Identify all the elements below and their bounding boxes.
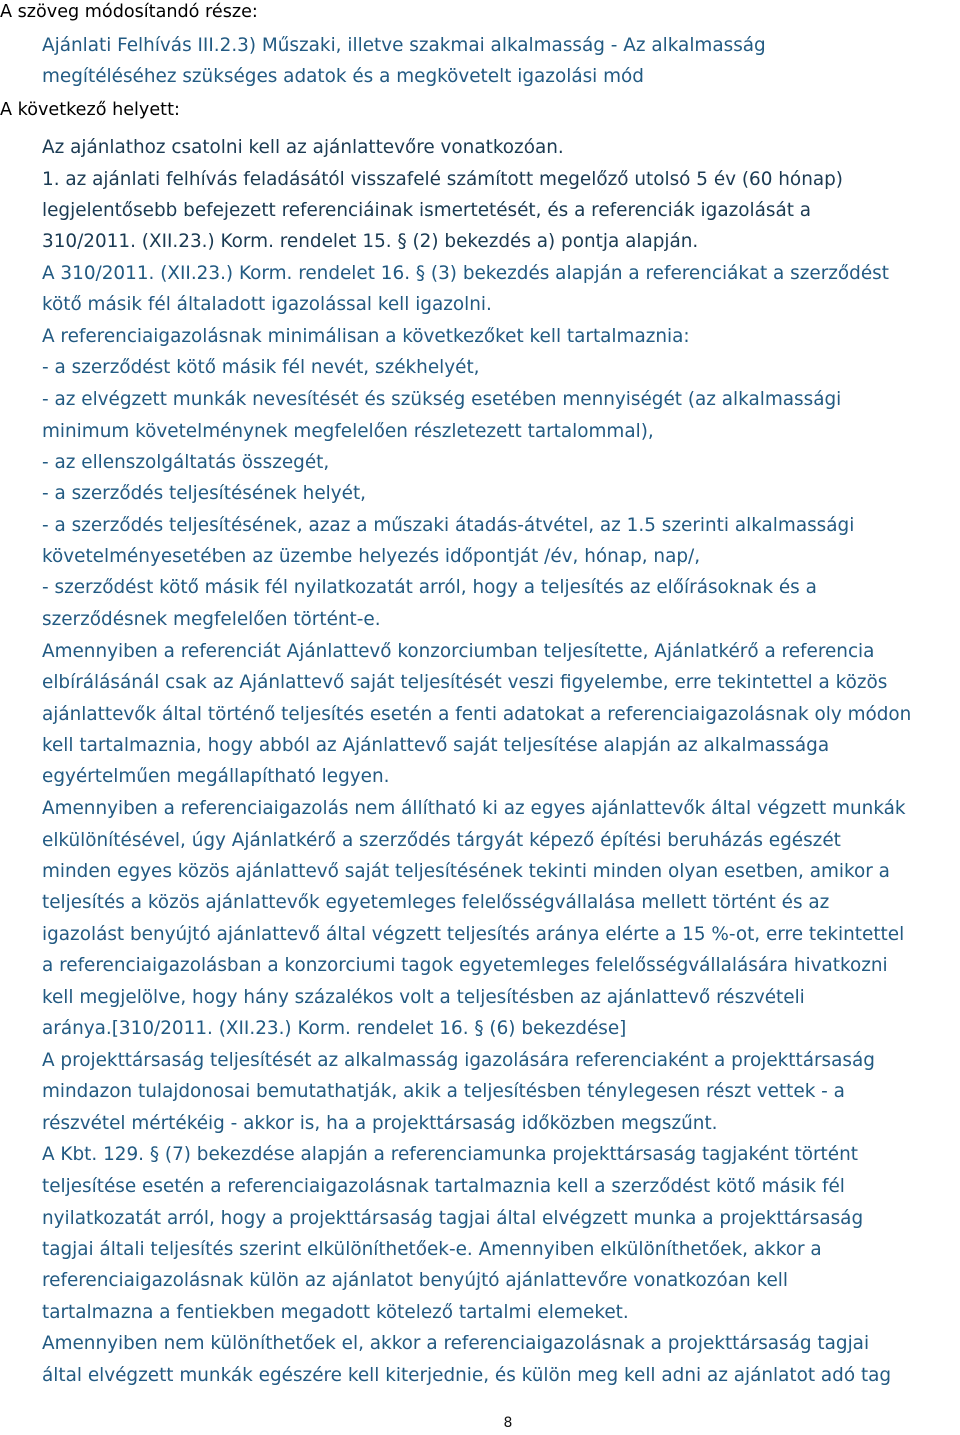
body-line: tagjai általi teljesítés szerint elkülöníthetőek-e. Amennyiben elkülöníthetőek, akkor a	[42, 1239, 822, 1260]
original-text-line: Ajánlati Felhívás III.2.3) Műszaki, illetve szakmai alkalmasság - Az alkalmasság	[42, 35, 766, 56]
body-line: által elvégzett munkák egészére kell kiterjednie, és külön meg kell adni az ajánlatot adó tag	[42, 1365, 892, 1386]
body-line: ajánlattevők által történő teljesítés esetén a fenti adatokat a referenciaigazolásnak oly módon	[42, 704, 912, 725]
heading-replacement-label: A következő helyett:	[0, 100, 180, 120]
body-line: - a szerződés teljesítésének, azaz a műszaki átadás-átvétel, az 1.5 szerinti alkalmassági	[42, 515, 855, 536]
body-line: 1. az ajánlati felhívás feladásától visszafelé számított megelőző utolsó 5 év (60 hónap)	[42, 169, 843, 190]
body-line: teljesítés a közös ajánlattevők egyetemleges felelősségvállalása mellett történt és az	[42, 892, 830, 913]
original-text-line: megítéléséhez szükséges adatok és a megkövetelt igazolási mód	[42, 66, 644, 87]
page-number: 8	[503, 1415, 513, 1431]
body-line: A Kbt. 129. § (7) bekezdése alapján a referenciamunka projekttársaság tagjaként történt	[42, 1144, 858, 1165]
body-line: elkülönítésével, úgy Ajánlatkérő a szerződés tárgyát képező építési beruházás egészét	[42, 830, 841, 851]
body-line: A referenciaigazolásnak minimálisan a következőket kell tartalmaznia:	[42, 326, 690, 347]
body-line: Amennyiben a referenciát Ajánlattevő konzorciumban teljesítette, Ajánlatkérő a referencia	[42, 641, 875, 662]
body-line: legjelentősebb befejezett referenciáinak ismertetését, és a referenciák igazolását a	[42, 200, 812, 221]
body-line: - a szerződés teljesítésének helyét,	[42, 483, 367, 504]
body-line: Amennyiben a referenciaigazolás nem állítható ki az egyes ajánlattevők által végzett munkák	[42, 798, 906, 819]
heading-original-label: A szöveg módosítandó része:	[0, 2, 258, 22]
body-line: részvétel mértékéig - akkor is, ha a projekttársaság időközben megszűnt.	[42, 1113, 718, 1134]
body-line: igazolást benyújtó ajánlattevő által végzett teljesítés aránya elérte a 15 %-ot, erre tekintettel	[42, 924, 905, 945]
body-line: a referenciaigazolásban a konzorciumi tagok egyetemleges felelősségvállalására hivatkozni	[42, 955, 888, 976]
body-line: A projekttársaság teljesítését az alkalmasság igazolására referenciaként a projekttársaság	[42, 1050, 875, 1071]
body-line: minden egyes közös ajánlattevő saját teljesítésének tekinti minden olyan esetben, amikor a	[42, 861, 890, 882]
body-line: kell megjelölve, hogy hány százalékos volt a teljesítésben az ajánlattevő részvételi	[42, 987, 805, 1008]
body-line: teljesítése esetén a referenciaigazolásnak tartalmaznia kell a szerződést kötő másik fél	[42, 1176, 845, 1197]
body-line: kell tartalmaznia, hogy abból az Ajánlattevő saját teljesítése alapján az alkalmassága	[42, 735, 830, 756]
body-line: egyértelműen megállapítható legyen.	[42, 766, 390, 787]
body-line: elbírálásánál csak az Ajánlattevő saját teljesítését veszi figyelembe, erre tekintettel a közös	[42, 672, 888, 693]
body-line: 310/2011. (XII.23.) Korm. rendelet 15. § (2) bekezdés a) pontja alapján.	[42, 231, 699, 252]
body-line: aránya.[310/2011. (XII.23.) Korm. rendelet 16. § (6) bekezdése]	[42, 1018, 627, 1039]
body-line: kötő másik fél általadott igazolással kell igazolni.	[42, 294, 492, 315]
body-line: - az ellenszolgáltatás összegét,	[42, 452, 330, 473]
body-line: szerződésnek megfelelően történt-e.	[42, 609, 381, 630]
body-line: tartalmazna a fentiekben megadott kötelező tartalmi elemeket.	[42, 1302, 629, 1323]
body-line: - az elvégzett munkák nevesítését és szükség esetében mennyiségét (az alkalmassági	[42, 389, 842, 410]
body-line: - a szerződést kötő másik fél nevét, székhelyét,	[42, 357, 480, 378]
body-line: nyilatkozatát arról, hogy a projekttársaság tagjai által elvégzett munka a projekttársaság	[42, 1208, 864, 1229]
body-line: - szerződést kötő másik fél nyilatkozatát arról, hogy a teljesítés az előírásoknak és a	[42, 577, 817, 598]
body-line: A 310/2011. (XII.23.) Korm. rendelet 16. § (3) bekezdés alapján a referenciákat a szerződést	[42, 263, 889, 284]
body-line: mindazon tulajdonosai bemutathatják, akik a teljesítésben ténylegesen részt vettek - a	[42, 1081, 845, 1102]
body-line: követelményesetében az üzembe helyezés időpontját /év, hónap, nap/,	[42, 546, 701, 567]
body-line: minimum követelménynek megfelelően részletezett tartalommal),	[42, 421, 654, 442]
body-line: Amennyiben nem különíthetőek el, akkor a referenciaigazolásnak a projekttársaság tagjai	[42, 1333, 870, 1354]
intro-line: Az ajánlathoz csatolni kell az ajánlattevőre vonatkozóan.	[42, 137, 564, 158]
body-line: referenciaigazolásnak külön az ajánlatot benyújtó ajánlattevőre vonatkozóan kell	[42, 1270, 788, 1291]
